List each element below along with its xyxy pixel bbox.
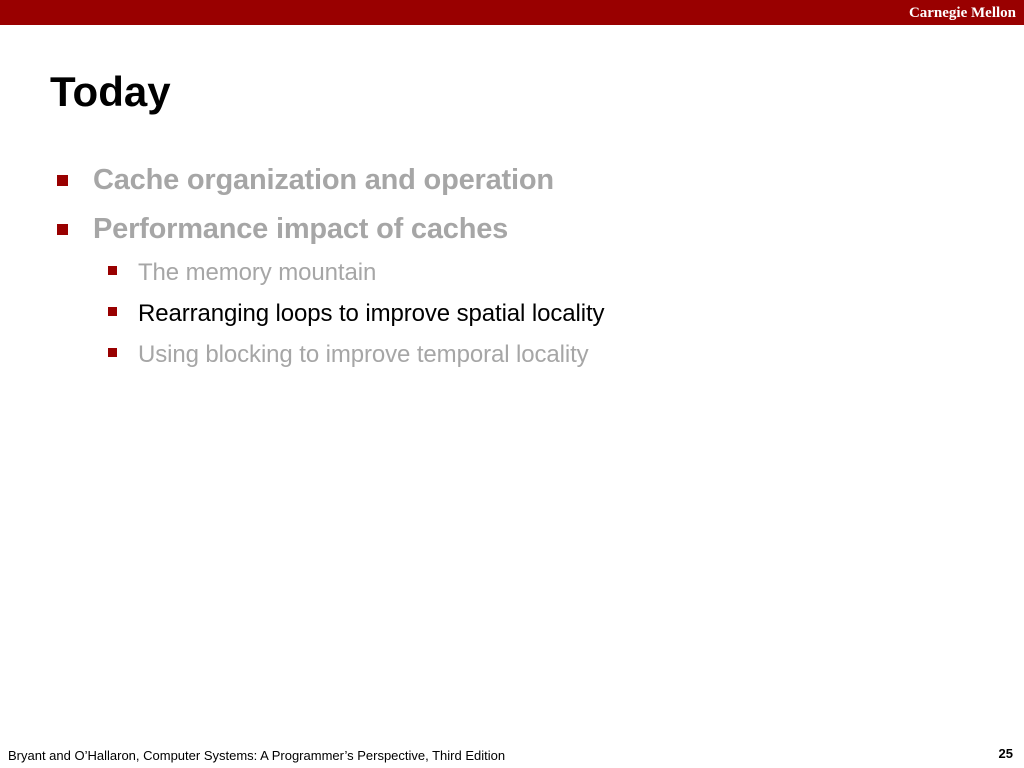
- sub-bullet-text: The memory mountain: [138, 259, 377, 286]
- sub-bullet-text: Rearranging loops to improve spatial locality: [138, 300, 605, 327]
- square-bullet-icon: [108, 348, 117, 357]
- sub-bullet-item: [108, 340, 589, 370]
- sub-bullet-item: [108, 258, 376, 288]
- square-bullet-icon: [57, 224, 68, 235]
- page-number: 25: [998, 746, 1013, 761]
- bullet-item: [57, 162, 554, 198]
- brand-label: Carnegie Mellon: [908, 5, 1016, 21]
- bullet-text: Performance impact of caches: [93, 212, 509, 245]
- slide-title: Today: [50, 68, 171, 115]
- square-bullet-icon: [108, 307, 117, 316]
- bullet-item: [57, 211, 508, 247]
- square-bullet-icon: [108, 266, 117, 275]
- sub-bullet-item-active: [108, 299, 604, 329]
- square-bullet-icon: [57, 175, 68, 186]
- sub-bullet-text: Using blocking to improve temporal locality: [138, 341, 589, 368]
- bullet-text: Cache organization and operation: [93, 163, 554, 196]
- footer-citation: Bryant and O’Hallaron, Computer Systems: A Programmer’s Perspective, Third Edition: [8, 748, 506, 763]
